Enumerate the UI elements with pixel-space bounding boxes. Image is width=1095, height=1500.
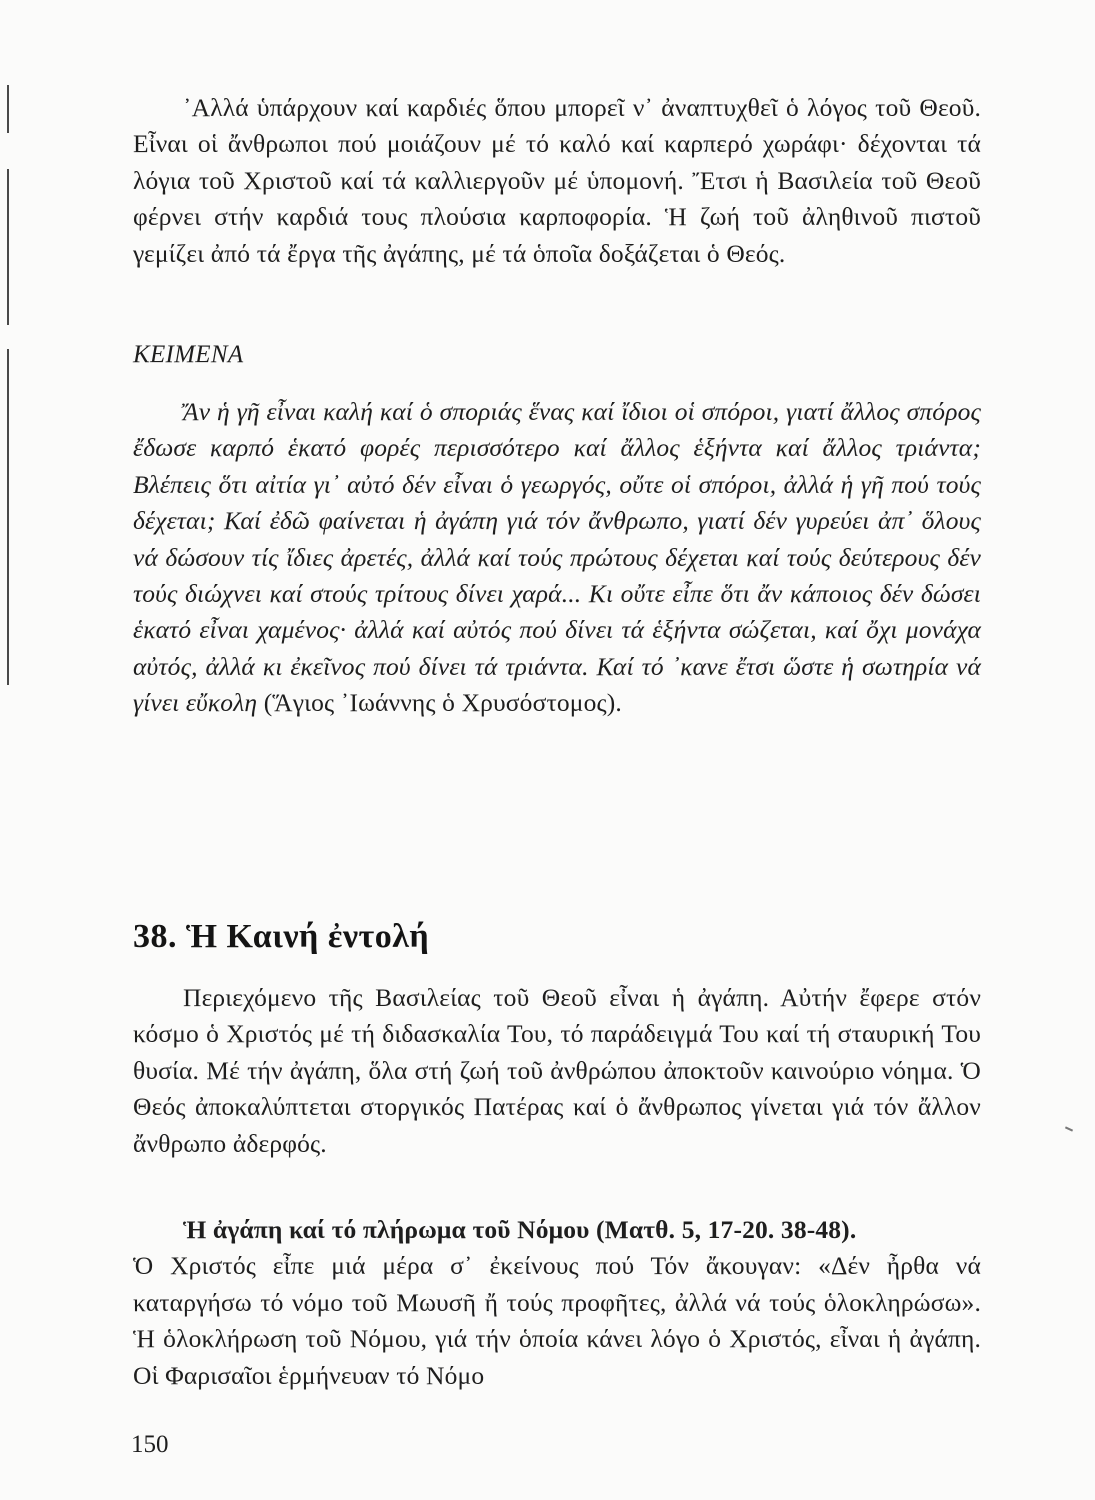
intro-paragraph: ᾿Αλλά ὑπάρχουν καί καρδιές ὅπου μπορεῖ ν᾿ ἀναπτυχθεῖ ὁ λόγος τοῦ Θεοῦ. Εἶναι οἱ ἄνθρωποι πού μοιάζουν μέ τό καλό καί καρπερό χωράφι· δέχονται τά λόγια τοῦ Χριστοῦ καί τά καλλιεργοῦν μέ ὑπομονή. Ἔτσι ἡ Βασιλεία τοῦ Θεοῦ φέρνει στήν καρδιά τους πλούσια καρποφορία. Ἡ ζωή τοῦ ἀληθινοῦ πιστοῦ γεμίζει ἀπό τά ἔργα τῆς ἀγάπης, μέ τά ὁποῖα δοξάζεται ὁ Θεός. — [133, 93, 981, 268]
quote-block — [133, 394, 981, 722]
section-paragraph: Περιεχόμενο τῆς Βασιλείας τοῦ Θεοῦ εἶναι ἡ ἀγάπη. Αὐτήν ἔφερε στόν κόσμο ὁ Χριστός μέ τή διδασκαλία Του, τό παράδειγμά Του καί τή σταυρική Του θυσία. Μέ τήν ἀγάπη, ὅλα στή ζωή τοῦ ἀνθρώπου ἀποκτοῦν καινούριο νόημα. Ὁ Θεός ἀποκαλύπτεται στοργικός Πατέρας καί ὁ ἄνθρωπος γίνεται γιά τόν ἄλλον ἄνθρωπο ἀδερφός. — [133, 983, 981, 1158]
quote-text: Ἄν ἡ γῆ εἶναι καλή καί ὁ σποριάς ἕνας καί ἴδιοι οἱ σπόροι, γιατί ἄλλος σπόρος ἔδωσε καρπό ἑκατό φορές περισσότερο καί ἄλλος ἑξήντα καί ἄλλος τριάντα; Βλέπεις ὅτι αἰτία γι᾿ αὐτό δέν εἶναι ὁ γεωργός, οὔτε οἱ σπόροι, ἀλλά ἡ γῆ πού τούς δέχεται; Καί ἐδῶ φαίνεται ἡ ἀγάπη γιά τόν ἄνθρωπο, γιατί δέν γυρεύει ἀπ᾿ ὅλους νά δώσουν τίς ἴδιες ἀρετές, ἀλλά καί τούς πρώτους δέχεται καί τούς δεύτερους δέν τούς διώχνει καί στούς τρίτους δίνει χαρά... Κι οὔτε εἶπε ὅτι ἄν κάποιος δέν δώσει ἑκατό εἶναι χαμένος· ἀλλά καί αὐτός πού δίνει τά ἑξήντα σώζεται, καί ὄχι μονάχα αὐτός, ἀλλά κι ἐκεῖνος πού δίνει τά τριάντα. Καί τό ᾿κανε ἔτσι ὥστε ἡ σωτηρία νά γίνει εὔκολη — [133, 397, 981, 718]
section-body-block — [133, 980, 981, 1162]
section-heading: 38. Ἡ Καινή ἐντολή — [133, 918, 430, 955]
quote-attribution: (Ἅγιος ᾿Ιωάννης ὁ Χρυσόστομος). — [263, 688, 622, 718]
pericope-block — [133, 1212, 981, 1394]
binding-edge-line — [7, 85, 9, 685]
intro-paragraph-block — [133, 90, 981, 272]
page-number: 150 — [131, 1431, 169, 1458]
scan-mark — [1065, 1126, 1073, 1131]
texts-label: ΚΕΙΜΕΝΑ — [133, 341, 244, 368]
quote-paragraph — [133, 394, 981, 722]
pericope-paragraph: Ὁ Χριστός εἶπε μιά μέρα σ᾿ ἐκείνους πού Τόν ἄκουγαν: «Δέν ἦρθα νά καταργήσω τό νόμο τοῦ Μωυσῆ ἤ τούς προφῆτες, ἀλλά νά τούς ὁλοκληρώσω». Ἡ ὁλοκλήρωση τοῦ Νόμου, γιά τήν ὁποία κάνει λόγο ὁ Χριστός, εἶναι ἡ ἀγάπη. Οἱ Φαρισαῖοι ἑρμήνευαν τό Νόμο — [133, 1251, 981, 1390]
pericope-title: Ἡ ἀγάπη καί τό πλήρωμα τοῦ Νόμου (Ματθ. 5, 17-20. 38-48). — [183, 1215, 857, 1244]
